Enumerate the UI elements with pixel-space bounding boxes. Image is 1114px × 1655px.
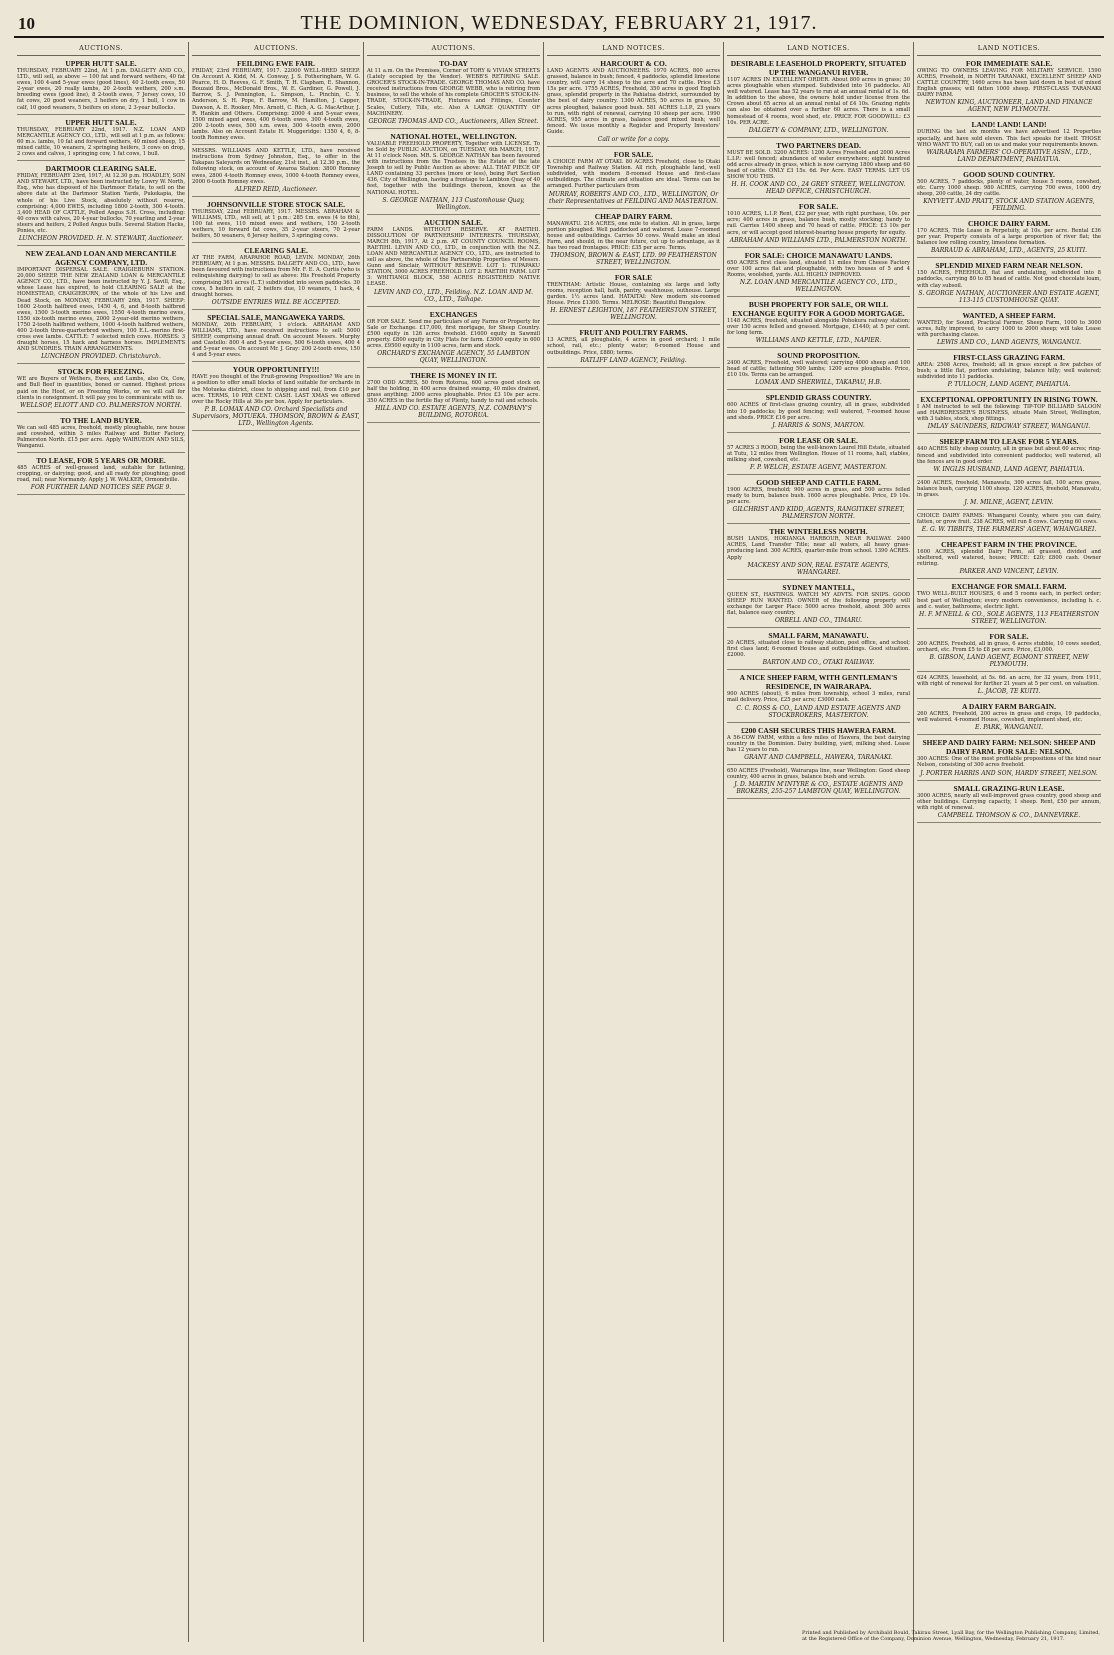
ad-body: 650 ACRES (Freehold), Wairarapa line, near Wellington: Good sheep country, 400 acres in grass, balance bush and scrub. xyxy=(727,767,910,780)
ad-signature: H. ERNEST LEIGHTON, 187 FEATHERSTON STREET, WELLINGTON. xyxy=(550,307,717,322)
ad-body: OWING TO OWNERS LEAVING FOR MILITARY SERVICE. 1590 ACRES, Freehold, in NORTH TARANAKI, EXCELLENT SHEEP AND CATTLE COUNTRY, 1460 acres has been laid down in best of mixed English grasses; will fatten 1000 sheep. FIRST-CLASS TARANAKI DAIRY FARM. xyxy=(917,68,1101,99)
advertisement xyxy=(917,735,1101,780)
advertisement xyxy=(727,348,910,390)
ad-body: BUSH LANDS, HOKIANGA HARBOUR, NEAR RAILWAY. 2400 ACRES, Land Transfer Title; near all waters, all heavy grass-producing land. 300 ACRES, quarter-mile from school. 1390 ACRES. Apply xyxy=(727,536,910,561)
ad-heading: A NICE SHEEP FARM, WITH GENTLEMAN'S RESIDENCE, IN WAIRARAPA. xyxy=(739,673,898,692)
advertisement xyxy=(917,308,1101,350)
ad-signature: LUNCHEON PROVIDED. H. N. STEWART, Auctioneer. xyxy=(18,235,184,243)
ad-heading: CHOICE DAIRY FARM. xyxy=(967,219,1051,229)
ad-heading: FEILDING EWE FAIR. xyxy=(237,59,315,68)
ad-body: HAVE you thought of the Fruit-growing Proposition? We are in a position to offer small blocks of land suitable for orchards in the Motueka district, close to shipping and rail, from £10 per acre. TERMS, 10 PER CENT. CASH. LAST XMAS we offered over the Rocky Hills at 36s per box. Apply for particulars. xyxy=(192,374,360,405)
ad-body: MONDAY, 26th FEBRUARY, 1 o'clock. ABRAHAM AND WILLIAMS, LTD., have received instructions to sell: 5000 SHEEP, comprising annual draft. On account Messrs. Murphy and Castello: 800 4 and 5-year ewes, 500 6-tooth ewes, 400 4 and 5-year ewes. On account Mr. J. Gray: 200 2-tooth ewes, 150 4 and 5-year ewes. xyxy=(192,321,360,359)
ad-signature: LEWIS AND CO., LAND AGENTS, WANGANUI. xyxy=(936,338,1081,346)
ad-heading: THE WINTERLESS NORTH. xyxy=(769,527,868,537)
ad-body: A 56-COW FARM, within a few miles of Hawera, the best dairying country in the Dominion. Dairy building, yard, milking shed. Lease has 12 years to run. xyxy=(727,734,910,753)
advertisement xyxy=(727,670,910,722)
ad-heading: SPECIAL SALE, MANGAWEKA YARDS. xyxy=(207,312,345,322)
advertisement xyxy=(547,147,720,208)
advertisement xyxy=(192,362,360,430)
ad-body: I AM instructed to sell the following: TIP-TOP BILLIARD SALOON and HAIRDRESSER'S BUSINESS, situate Main Street, Wellington, with 3 tables, stock, shop fittings. xyxy=(917,404,1101,423)
ad-heading: SMALL FARM, MANAWATU. xyxy=(768,631,869,641)
ad-signature: MURRAY, ROBERTS AND CO., LTD., WELLINGTON, Or their Representatives at FEILDING AND MASTERTON. xyxy=(548,190,719,205)
ad-body: 3000 ACRES, nearly all well-improved grass country, good sheep and other buildings. Carrying capacity, 1 sheep. Rent, £50 per annum, with right of renewal. xyxy=(917,792,1101,811)
ad-heading: NEW ZEALAND LOAN AND MERCANTILE AGENCY COMPANY, LTD. xyxy=(25,249,177,268)
ad-heading: SHEEP AND DAIRY FARM: NELSON: SHEEP AND DAIRY FARM. FOR SALE: NELSON. xyxy=(922,738,1096,757)
ad-heading: TWO PARTNERS DEAD. xyxy=(776,140,861,150)
ad-heading: FOR SALE. xyxy=(989,631,1029,641)
ad-body: FRIDAY, 23rd FEBRUARY, 1917. 22000 WELL-BRED SHEEP. On Account A. Kidd, M. A. Conway, J. S. Fotheringham, W. G. Pearce, H. D. Reeves, G. F. Smith, T. H. Clapham, E. Shannon, Bouzaid Bros., McDonald Bros., W. E. Gardiner, G. Powell, J. Barrow, S. J. Pennington, L. Simpson, L. Pinchin, C. Y. Anderson, S. H. Pope, F. Barrow, M. Hamilton, J. Capper, Dawson, A. E. Rooker, Mrs. Arnott, C. Rich, A. G. MacArthur, J. R. Hankin and Others. Comprising: 2000 4 and 5-year ewes, 1500 mixed aged ewes, 400 6-tooth ewes, 300 4-tooth ewes, 200 2-tooth ewes, 500 s.m. ewes, 300 4-tooth ewes, 2000 lambs. Also on Account Estate H. Muggeridge: 1350 4, 6, 8-tooth Romney ewes. xyxy=(192,68,360,142)
ad-body: QUEEN ST., HASTINGS. WATCH MY ADVTS. FOR SNIPS. GOOD SHEEP RUN WANTED. OWNER of the following property will exchange for Larger Place: 5000 acres freehold, about 300 acres flat, balance easy country. xyxy=(727,591,910,616)
advertisement xyxy=(727,723,910,765)
ad-signature: MACKESY AND SON, REAL ESTATE AGENTS, WHANGAREI. xyxy=(747,561,890,576)
ad-heading: FOR IMMEDIATE SALE. xyxy=(965,59,1053,68)
ad-body: 260 ACRES, Freehold, 200 acres in grass and crops, 19 paddocks, well watered. 4-roomed House, cowshed, implement shed, etc. xyxy=(917,711,1101,724)
column-6 xyxy=(914,42,1104,1642)
ad-heading: GOOD SHEEP AND CATTLE FARM. xyxy=(756,478,881,487)
ad-signature: BARTON AND CO., OTAKI RAILWAY. xyxy=(762,659,875,667)
column-header: LAND NOTICES. xyxy=(727,42,910,56)
ad-body: 1900 ACRES, freehold; 900 acres in grass, and 500 acres felled ready to burn, balance bush. 1600 acres ploughable. Price, £9 10s. per acre. xyxy=(727,487,910,506)
ad-body: 300 ACRES: One of the most profitable propositions of the kind near Nelson, consisting of 300 acres freehold. xyxy=(917,756,1101,769)
ad-heading: AUCTION SALE. xyxy=(424,217,483,227)
ad-body: 2700 ODD ACRES, 50 from Rotorua, 600 acres good stock on half the holding, in 400 acres drained swamp, 40 miles drained, grass anything: 2000 acres ploughable. Price £3 10s per acre. 350 ACRES in the fertile Bay of Plenty, handy to rail and schools. xyxy=(367,380,540,405)
ad-signature: F. P. WELCH, ESTATE AGENT, MASTERTON. xyxy=(749,464,888,471)
ad-heading: SMALL GRAZING-RUN LEASE. xyxy=(953,783,1065,793)
ad-signature: ORBELL AND CO., TIMARU. xyxy=(774,617,863,625)
ad-signature: CAMPBELL THOMSON & CO., DANNEVIRKE. xyxy=(937,811,1081,819)
ad-body: OR FOR SALE. Send me particulars of any Farms or Property for Sale or Exchange. £17,000, first mortgage, for Sheep Country. £500 equity in 126 acres freehold. £1600 equity in Sawmill property. £800 equity in City Flats for farm. £3000 equity in 600 acres. £9500 equity in 1100 acres, farm and stock. xyxy=(367,318,540,349)
ad-body: WANTED, for Sound, Practical Farmer, Sheep Farm, 1000 to 3000 acres, fully improved, to carry 1000 to 2000 sheep; will take Lease with purchasing clause. xyxy=(917,319,1101,338)
advertisement xyxy=(917,167,1101,216)
ad-signature: S. GEORGE NATHAN, 113 Customhouse Quay, Wellington. xyxy=(382,196,525,211)
advertisement xyxy=(192,145,360,197)
advertisement xyxy=(547,325,720,367)
ad-signature: J. M. MILNE, AGENT, LEVIN. xyxy=(964,499,1054,506)
ad-body: AREA: 2508 Acres, freehold; all in grass except a few patches of bush; a little flat, portion undulating, balance hilly; well watered; subdivided into 11 paddocks. xyxy=(917,361,1101,381)
columns-container xyxy=(14,42,1104,1642)
advertisement xyxy=(192,56,360,145)
ad-heading: YOUR OPPORTUNITY!!! xyxy=(232,365,320,375)
ad-heading: DESIRABLE LEASEHOLD PROPERTY, SITUATED UP THE WANGANUI RIVER. xyxy=(730,59,907,77)
ad-body: At 11 a.m. On the Premises, Corner of TORY & VIVIAN STREETS (Lately occupied by the Vendor). WEBB'S RETIRING SALE. GROCER'S STOCK-IN-TRADE. GEORGE THOMAS AND CO. have received instructions from GEORGE WEBB, who is retiring from business, to sell the whole of his complete GROCER'S STOCK-IN-TRADE, STOCK-IN-TRADE, Fixtures and Fittings, Counter Scales, Cutlery, Tills, etc. Also A LARGE QUANTITY OF MACHINERY. xyxy=(367,68,540,117)
ad-heading: SPLENDID MIXED FARM NEAR NELSON. xyxy=(935,261,1083,271)
ad-body: 500 ACRES, 7 paddocks, plenty of water, house 5 rooms, cowshed, etc. Carry 1000 sheep. 980 ACRES, carrying 700 ewes, 1000 dry sheep, 200 cattle, 24 dry cattle. xyxy=(917,178,1101,197)
ad-heading: HARCOURT & CO. xyxy=(600,59,667,68)
ad-heading: TO THE LAND BUYER. xyxy=(60,415,142,425)
ad-body: THURSDAY, FEBRUARY 22nd, At 1 p.m. DALGETY AND CO., LTD., will sell, as above — 100 fat and forward wethers, 40 fat ewes, 100 4-and 5-year ewes (good lines), 40 2-tooth ewes, 50 2-year ewes, 20 really lambs, 20 2-tooth wethers, 200 s.m. breeding ewes (good line), 8 2-tooth ewes, 7 Jersey cows, 10 fat cows, 20 good weaners, 3 heifers on dry, 1 bull, 1 cow in calf, 10 good weaners, 5 heifers on stone, 2 3-year bullocks. xyxy=(17,68,185,111)
ad-body: We can sell 485 acres, freehold, mostly ploughable, new house and cowshed, within 3 miles Railway and Butter Factory, Palmerston North. £15 per acre. Apply WAIRUEON AND SILS, Wanganui. xyxy=(17,424,185,450)
ad-heading: CHEAPEST FARM IN THE PROVINCE. xyxy=(941,540,1077,550)
ad-body: THURSDAY, FEBRUARY 22nd, 1917. N.Z. LOAN AND MERCANTILE AGENCY CO., LTD., will sell at 1 p.m. as follows: 60 m.s. lambs, 10 fat and forward wethers, 40 mixed sheep, 15 mixed cattle, 10 weaners, 2 springing heifers, 3 cows on drop, 2 cows and calves, 1 springing cow, 1 fat cows, 1 bull. xyxy=(17,126,185,158)
masthead xyxy=(14,10,1104,38)
advertisement xyxy=(917,477,1101,510)
ad-body: A CHOICE FARM AT OTAKI. 80 ACRES Freehold, close to Otaki Township and Railway Station. All rich, ploughable land, well subdivided, with modern 8-roomed House and first-class outbuildings. The climate and situation are ideal. Terms can be arranged. Further particulars from xyxy=(547,159,720,190)
advertisement xyxy=(727,628,910,670)
ad-body: TWO WELL-BUILT HOUSES, 6 and 5 rooms each, in perfect order; best part of Wellington; every modern convenience, including h. c. and c. water, bathrooms, electric light. xyxy=(917,591,1101,610)
advertisement xyxy=(917,56,1101,117)
ad-signature: LOMAX AND SHERWILL, TAKAPAU, H.B. xyxy=(755,379,882,387)
advertisement xyxy=(192,310,360,363)
ad-heading: A DAIRY FARM BARGAIN. xyxy=(962,702,1056,712)
advertisement xyxy=(547,56,720,147)
ad-heading: TO-DAY xyxy=(439,59,468,68)
ad-heading: FOR SALE. xyxy=(613,150,654,160)
ad-signature: HILL AND CO. ESTATE AGENTS, N.Z. COMPANY'S BUILDING, ROTORUA. xyxy=(375,405,532,420)
advertisement xyxy=(917,350,1101,392)
ad-heading: FOR LEASE OR SALE. xyxy=(779,435,858,445)
advertisement xyxy=(917,579,1101,628)
ad-signature: ORCHARD'S EXCHANGE AGENCY, 55 LAMBTON QUAY, WELLINGTON. xyxy=(377,350,530,364)
advertisement xyxy=(917,258,1101,307)
advertisement xyxy=(727,56,910,138)
ad-heading: EXCHANGES xyxy=(429,309,478,319)
ad-heading: SPLENDID GRASS COUNTRY. xyxy=(765,393,872,403)
ad-body: FARM LANDS. WITHOUT RESERVE. AT RAETIHI. DISSOLUTION OF PARTNERSHIP INTERESTS. THURSDAY, MARCH 8th, 1917, At 2 p.m. AT COUNTY COUNCIL ROOMS, RAETIHI. LEVIN AND CO., LTD., in conjunction with the N.Z. LOAN AND MERCANTILE AGENCY CO., LTD., are instructed to sell as above, the whole of the Partnership Properties of Messrs. Gunn and Sinclair, WITHOUT RESERVE. LOT 1: TUPAPAKU STATION, 3000 ACRES FREEHOLD. LOT 2: RAETIHI FARM. LOT 3: WHITIANGI BLOCK, 558 ACRES REGISTERED NATIVE LEASE. xyxy=(367,226,540,288)
ad-signature: E. PARK, WANGANUI. xyxy=(975,724,1043,732)
advertisement xyxy=(917,629,1101,672)
ad-body: 1107 ACRES IN EXCELLENT ORDER. About 800 acres in grass; 30 acres ploughable when stumped. Subdivided into 16 paddocks. All well watered. Lease has 52 years to run at an annual rental of 1s. 6d. In addition to the above, the owners hold under license from the Crown about 65 acres at an annual rental of £4 10s. Grazing rights can also be obtained over a further 60 acres. There is a small homestead of 4 rooms, wool shed, etc. PRICE FOR GOODWILL: £3 10s. PER ACRE. xyxy=(727,77,910,126)
advertisement xyxy=(367,56,540,129)
ad-signature: E. G. W. TIBBITS, THE FARMERS' AGENT, WHANGAREI. xyxy=(921,526,1097,534)
ad-body: 1148 ACRES, freehold, situated alongside Pohokura railway station; over 150 acres felled and grassed. Mortgage, £1440; at 5 per cent. for long term. xyxy=(727,317,910,337)
advertisement xyxy=(917,510,1101,537)
newspaper-title: THE DOMINION, WEDNESDAY, FEBRUARY 21, 1917. xyxy=(300,12,818,34)
advertisement xyxy=(547,270,720,325)
ad-signature: ABRAHAM AND WILLIAMS LTD., PALMERSTON NORTH. xyxy=(729,236,908,244)
advertisement xyxy=(727,475,910,524)
ad-body: LAND AGENTS AND AUCTIONEERS. 1970 ACRES, 800 acres grassed, balance in bush; fenced, 4 paddocks, splendid limestone country, will carry 14 sheep to the acre and 70 cattle. Price £3 15s per acre. 1755 ACRES, Freehold, 350 acres in good English grass, splendid property in the Pahiatua district, surrounded by the best of dairy country. 1300 ACRES, 50 acres in grass, 50 acres ploughed, balance good bush. 581 ACRES L.I.P., 23 years to run, with right of renewal, carrying 10 sheep per acre. 1990 ACRES, 955 acres in grass, balance good mixed bush; well fenced. We issue monthly a Register and Property Investors' Guide. xyxy=(547,68,720,135)
advertisement xyxy=(727,297,910,348)
ad-heading: THERE IS MONEY IN IT. xyxy=(410,371,497,380)
ad-heading: FRUIT AND POULTRY FARMS. xyxy=(579,328,688,338)
ad-body: MUST BE SOLD. 3200 ACRES: 1200 Acres Freehold and 2000 Acres L.I.P.: well fenced; abundance of water everywhere; eight hundred odd acres already in grass, which is now carrying 1800 sheep and 60 head of cattle. ONLY £3 15s. 6d. Per Acre. EASY TERMS. LET US SHOW YOU THIS. xyxy=(727,149,910,181)
advertisement xyxy=(917,672,1101,699)
ad-heading: EXCHANGE FOR SMALL FARM. xyxy=(951,582,1067,592)
column-header: AUCTIONS. xyxy=(192,42,360,56)
ad-body: DURING the last six months we have advertised 12 Properties specially, and have sold eleven. This fact speaks for itself. THOSE WHO WANT TO BUY, call on us and make your requirements known. xyxy=(917,129,1101,148)
ad-heading: FOR SALE xyxy=(614,272,653,282)
advertisement xyxy=(727,199,910,247)
ad-body: 13 ACRES, all ploughable, 4 acres in good orchard; 1 mile school, rail, etc.; plenty water; 6-roomed House and outbuildings. Price, £880; terms. xyxy=(547,337,720,356)
ad-signature: OUTSIDE ENTRIES WILL BE ACCEPTED. xyxy=(211,298,341,306)
ad-signature: GEORGE THOMAS AND CO., Auctioneers, Allen Street. xyxy=(368,117,539,125)
ad-signature: DALGETY & COMPANY, LTD., WELLINGTON. xyxy=(748,126,889,134)
ad-signature: L. JACOB, TE KUITI. xyxy=(977,688,1041,696)
advertisement xyxy=(17,56,185,115)
advertisement xyxy=(917,699,1101,735)
advertisement xyxy=(917,537,1101,579)
advertisement xyxy=(367,368,540,423)
ad-heading: UPPER HUTT SALE. xyxy=(65,59,137,68)
ad-body: FRIDAY, FEBRUARY 23rd, 1917, At 12.30 p.m. HOADLEY, SON AND STEWART, LTD., have been instructed by Lowry W. North, Esq., who has disposed of his Dartmoor Estate, to sell on the above date at the Dartmoor Station Yards, Pukekapia, the whole of his Live Stock, absolutely without reserve, comprising: 4,000 EWES, including 1800 2-tooth, 300 4-tooth. 3,400 HEAD OF CATTLE, Polled Angus S.H. Cross, including: 40 cows with calves, 20 4-year bullocks, 70 yearling and 2-year steers and heifers, 2 Polled Angus bulls. Several Station Hacks, Ponies, etc. xyxy=(17,173,185,234)
ad-body: 2400 ACRES, Freehold, well watered; carrying 4000 sheep and 100 head of cattle; fattening 500 lambs; 1200 acres ploughable. Price, £10 10s. Terms can be arranged. xyxy=(727,360,910,379)
advertisement xyxy=(917,117,1101,166)
ad-signature: B. GIBSON, LAND AGENT, EGMONT STREET, NEW PLYMOUTH. xyxy=(929,653,1089,668)
ad-body: 1600 ACRES, splendid Dairy Farm, all grassed, divided and sheltered, well watered, house; PRICE: £20; £800 cash. Owner retiring. xyxy=(917,549,1101,568)
ad-heading: £200 CASH SECURES THIS HAWERA FARM. xyxy=(741,725,896,735)
ad-heading: LAND! LAND! LAND! xyxy=(971,120,1047,130)
ad-signature: FOR FURTHER LAND NOTICES SEE PAGE 9. xyxy=(30,484,172,492)
column-1 xyxy=(14,42,189,1642)
ad-signature: H. F. M'NEILL & CO., SOLE AGENTS, 113 FEATHERSTON STREET, WELLINGTON. xyxy=(919,610,1099,625)
column-header: LAND NOTICES. xyxy=(547,42,720,56)
ad-signature: GRANT AND CAMPBELL, HAWERA, TARANAKI. xyxy=(744,753,893,761)
advertisement xyxy=(727,248,910,297)
ad-body: 600 ACRES of first-class grazing country, all in grass, subdivided into 10 paddocks; by good fencing; well watered, 7-roomed house and sheds. PRICE £16 per acre. xyxy=(727,402,910,421)
advertisement xyxy=(917,392,1101,434)
ad-heading: UPPER HUTT SALE. xyxy=(65,117,137,127)
ad-heading: FOR SALE. xyxy=(798,202,839,212)
advertisement xyxy=(367,129,540,215)
ad-signature: WELLSOP, ELIOTT AND CO. PALMERSTON NORTH. xyxy=(20,401,182,409)
column-header: AUCTIONS. xyxy=(17,42,185,56)
ad-heading: SHEEP FARM TO LEASE FOR 5 YEARS. xyxy=(939,437,1079,447)
ad-signature: LUNCHEON PROVIDED. Christchurch. xyxy=(41,353,161,361)
ad-body: 650 ACRES first class land, situated 11 miles from Cheese Factory over 100 acres flat and ploughable, with two houses of 5 and 4 Rooms, woolshed, yards. ALL HIGHLY IMPROVED. xyxy=(727,259,910,278)
ad-signature: C. C. ROSS & CO., LAND AND ESTATE AGENTS AND STOCKBROKERS, MASTERTON. xyxy=(736,704,901,719)
advertisement xyxy=(17,246,185,364)
ad-body: 57 ACRES 3 ROOD, being the well-known Laurel Hill Estate, situated at Tutu, 12 miles from Wellington. House of 11 rooms, hall, stables, milking shed, cowshed, etc. xyxy=(727,444,910,463)
ad-body: 20 ACRES, situated close to railway station, post office, and school; first class land; 6-roomed House and outbuildings. Good situation. £2000. xyxy=(727,640,910,659)
ad-body: 440 ACRES hilly sheep country, all in grass but about 60 acres; ring-fenced and subdivided into convenient paddocks; well watered, all the fences are in good order. xyxy=(917,446,1101,465)
ad-heading: STOCK FOR FREEZING. xyxy=(57,367,145,377)
column-header: AUCTIONS. xyxy=(367,42,540,56)
ad-heading: SOUND PROPOSITION. xyxy=(777,351,860,361)
ad-heading: FOR SALE: CHOICE MANAWATU LANDS. xyxy=(744,250,893,260)
ad-body: AT THE FARM, ARAPAHOE ROAD, LEVIN. MONDAY, 26th FEBRUARY, At 1 p.m. MESSRS. DALGETY AND CO., LTD., have been favoured with instructions from Mr. F. E. A. Curtis (who is relinquishing dairying) to sell as above: His Freehold Property comprising 361 acres (L.T.) subdivided into seven paddocks. 30 cows, 5 heifers in calf, 2 heifers due, 10 weaners, 1 hack, 4 draught horses. xyxy=(192,255,360,298)
ad-body: 624 ACRES, leasehold, at 5s. 6d. an acre, for 32 years, from 1911, with right of renewal for further 21 years at 5 per cent. on valuation. xyxy=(917,674,1101,688)
ad-signature: ALFRED REID, Auctioneer. xyxy=(234,185,318,193)
ad-body: VALUABLE FREEHOLD PROPERTY, Together with LICENSE. To be Sold by PUBLIC AUCTION, on TUESDAY, 6th MARCH, 1917, At 11 o'clock Noon. MR. S. GEORGE NATHAN has been favoured with instructions from the Trustees in the Estate of the late Joseph to sell by Public Auction as above: ALL THAT PIECE OF LAND containing 33 perches (more or less), being Part Section 436, City of Wellington, having a frontage to Lambton Quay of 40 feet, together with the buildings thereon, known as the NATIONAL HOTEL. xyxy=(367,140,540,196)
ad-heading: EXCEPTIONAL OPPORTUNITY IN RISING TOWN. xyxy=(920,395,1098,405)
ad-body: TRENTHAM: Artistic House, containing six large and lofty rooms, reception hall, bath, pantry, washhouse, outhouse. Large garden. 1½ acres land. HATAITAI: New modern six-roomed House. Price £1300. Terms. MELROSE: Beautiful Bungalow. xyxy=(547,281,720,307)
ad-heading: DARTMOOR CLEARING SALE. xyxy=(45,164,157,174)
advertisement xyxy=(547,209,720,270)
ad-heading: FIRST-CLASS GRAZING FARM. xyxy=(953,352,1065,362)
ad-signature: H. H. COOK AND CO., 24 GREY STREET, WELLINGTON. HEAD OFFICE, CHRISTCHURCH. xyxy=(731,181,906,196)
advertisement xyxy=(727,765,910,799)
advertisement xyxy=(17,115,185,161)
advertisement xyxy=(367,215,540,307)
publisher-imprint: Printed and Published by Archibald Bould, Takirau Street, Lyall Bay, for the Wellington Publishing Company, Limited, at the Registered Office of the Company, Dominion Avenue, Wellington, Wednesday, February 21, 1917. xyxy=(802,1630,1101,1642)
ad-heading: BUSH PROPERTY FOR SALE, OR WILL EXCHANGE EQUITY FOR A GOOD MORTGAGE. xyxy=(732,299,905,318)
ad-body: 200 ACRES, Freehold, all in grass, 6 acres stubble, 10 cows seeded, orchard, etc. From £5 to £8 per acre. Price, £3,000. xyxy=(917,640,1101,653)
ad-signature: LEVIN AND CO., LTD., Feilding. N.Z. LOAN AND M. CO., LTD., Taihape. xyxy=(373,288,534,303)
ad-body: 1010 ACRES, L.I.P. Rent, £22 per year, with right purchase, 10s. per acre; 400 acres in grass, balance bush, mostly stocking; handy to rail. Carries 1400 sheep and 70 head of cattle. PRICE: £3 10s per acre, or will accept good interest-bearing house property for equity. xyxy=(727,211,910,236)
advertisement xyxy=(17,413,185,453)
ad-body: 150 ACRES, FREEHOLD, flat and undulating, subdivided into 8 paddocks, carrying 80 to 85 head of cattle. Not good chocolate loam, with clay subsoil. xyxy=(917,270,1101,289)
advertisement xyxy=(917,434,1101,476)
ad-heading: CHEAP DAIRY FARM. xyxy=(594,211,673,221)
advertisement xyxy=(727,390,910,432)
ad-signature: P. B. LOMAX AND CO. Orchard Specialists and Supervisors, MOTUEKA. THOMSON, BROWN & EAST, LTD., Wellington Agents. xyxy=(192,405,360,427)
column-header: LAND NOTICES. xyxy=(917,42,1101,56)
ad-signature: KNYVETT AND PRATT, STOCK AND STATION AGENTS, FEILDING. xyxy=(923,198,1095,213)
ad-signature: P. TULLOCH, LAND AGENT, PAHIATUA. xyxy=(947,381,1071,389)
ad-body: MESSRS. WILLIAMS AND KETTLE, LTD., have received instructions from Sydney Johnston, Esq., to offer in the Takapau Saleyards on Wednesday, 21st inst., at 12.30 p.m., the following stock, on account of Awaroa Station: 3800 Romney ewes, 2800 4-tooth Romney ewes, 1000 4-tooth Romney ewes, 2000 6-tooth Romney ewes. xyxy=(192,148,360,185)
ad-body: 485 ACRES of well-grassed land, suitable for fattening, cropping, or dairying; good, and all ready for ploughing; good road, rail; near Normandy. Apply J. W. WALKER, Ormondville. xyxy=(17,465,185,484)
ad-signature: W. INGLIS HUSBAND, LAND AGENT, PAHIATUA. xyxy=(933,465,1085,473)
ad-heading: NATIONAL HOTEL, WELLINGTON. xyxy=(390,131,517,141)
ad-signature: IMLAY SAUNDERS, RIDGWAY STREET, WANGANUI. xyxy=(927,423,1091,431)
ad-body: 170 ACRES, Title Lease in Perpetuity, at 10s. per acre. Rental £36 per year. Property consists of a large proportion of river flat; the balance low rolling country, limestone formation. xyxy=(917,228,1101,247)
ad-signature: Call or write for a copy. xyxy=(597,136,670,144)
ad-body: CHOICE DAIRY FARMS: Whangarei County, where you can dairy, fatten, or grow fruit. 238 ACRES, will run 8 cows. Carrying 60 cows. xyxy=(917,513,1101,526)
advertisement xyxy=(17,453,185,495)
ad-signature: J. D. MARTIN M'INTYRE & CO., ESTATE AGENTS AND BROKERS, 255-257 LAMBTON QUAY, WELLINGTON. xyxy=(734,780,903,795)
ad-signature: BARRAUD & ABRAHAM, LTD., AGENTS, 25 KUITI. xyxy=(930,247,1088,255)
page-number: 10 xyxy=(18,14,35,33)
ad-body: MANAWATU. 216 ACRES, one mile to station. All in grass, large portion ploughed. Well paddocked and watered. Lease 7-roomed house and outbuildings. Carries 50 cows. Weald make an ideal Farm, and should, in the near future, cut up to advantage, as it has two road frontages. PRICE: £35 per acre. Terms. xyxy=(547,220,720,251)
ad-signature: N.Z. LOAN AND MERCANTILE AGENCY CO., LTD., WELLINGTON. xyxy=(739,278,898,293)
ad-signature: J. HARRIS & SONS, MARTON. xyxy=(772,421,865,429)
column-5 xyxy=(724,42,914,1642)
advertisement xyxy=(727,433,910,475)
ad-body: IMPORTANT DISPERSAL SALE. CRAIGIEBURN STATION. 20,000 SHEEP. THE NEW ZEALAND LOAN & MERCANTILE AGENCY CO., LTD., have been instructed by Y. J. Savill, Esq., whose Lease has expired, to hold CLEARING SALE at the HOMESTEAD, CRAIGIEBURN, of the whole of his Live and Dead Stock, on MONDAY, FEBRUARY 26th, 1917. SHEEP: 1600 2-tooth halfbred ewes, 1450 4, 6, and 8-tooth halfbred ewes, 1500 3-tooth merino ewes, 1550 4-tooth merino ewes, 1550 six-tooth merino ewes, 2000 2-year-old merino wethers, 1750 2-tooth halfbred wethers, 1000 4-tooth halfbred wethers, 400 2-tooth three-quarterbred wethers, 100 E.L.-merino first-cross ewe lambs. CATTLE: 7 selected milch cows. HORSES: 3 draught horses, 15 hack and harness horses. IMPLEMENTS AND SUNDRIES. TRAIN ARRANGEMENTS. xyxy=(17,267,185,353)
ad-signature: RATLIFF LAND AGENCY, Feilding. xyxy=(580,356,687,364)
advertisement xyxy=(727,524,910,579)
ad-heading: GOOD SOUND COUNTRY. xyxy=(963,169,1055,179)
advertisement xyxy=(727,580,910,628)
ad-body: THURSDAY, 22nd FEBRUARY, 1917. MESSRS. ABRAHAM & WILLIAMS, LTD., will sell, at 1 p.m.: 285 f.m. ewes (4 to 6th), 100 fat ewes, 110 mixed ewes and wethers, 150 2-tooth wethers, 10 forward fat cows, 35 2-year steers, 70 2-year heifers, 50 weaners, 6 Jersey heifers, 3 springing cows. xyxy=(192,208,360,240)
advertisement xyxy=(192,197,360,243)
ad-signature: S. GEORGE NATHAN, AUCTIONEER AND ESTATE AGENT, 113-115 CUSTOMHOUSE QUAY. xyxy=(918,289,1100,304)
ad-heading: JOHNSONVILLE STORE STOCK SALE. xyxy=(206,199,346,209)
ad-signature: WILLIAMS AND KETTLE, LTD., NAPIER. xyxy=(755,337,882,345)
advertisement xyxy=(17,364,185,412)
ad-heading: TO LEASE, FOR 5 YEARS OR MORE. xyxy=(36,456,166,466)
ad-signature: WAIRARAPA FARMERS' CO-OPERATIVE ASSN., LTD., LAND DEPARTMENT, PAHIATUA. xyxy=(926,148,1092,163)
ad-signature: THOMSON, BROWN & EAST, LTD. 99 FEATHERSTON STREET, WELLINGTON. xyxy=(550,251,717,266)
column-2 xyxy=(189,42,364,1642)
column-4 xyxy=(544,42,724,1642)
ad-signature: GILCHRIST AND KIDD, AGENTS, RANGITIKEI STREET, PALMERSTON NORTH. xyxy=(732,506,905,521)
ad-signature: J. PORTER HARRIS AND SON, HARDY STREET, NELSON. xyxy=(920,769,1098,777)
ad-body: 2400 ACRES, freehold, Manawatu, 300 acres fall, 100 acres grass, balance bush, carrying 1100 sheep. 120 ACRES, freehold, Manawatu, in grass. xyxy=(917,479,1101,498)
advertisement xyxy=(367,307,540,368)
ad-body: WE are Buyers of Wethers, Ewes, and Lambs, also Ox, Cow, and Bull Beef in quantities, boned or canned. Highest prices paid on the Hoof, or on Freezing Works, or we will call for clients in consignment. It will pay you to communicate with us. xyxy=(17,376,185,401)
advertisement xyxy=(17,161,185,246)
ad-heading: SYDNEY MANTELL, xyxy=(782,582,855,592)
column-3 xyxy=(364,42,544,1642)
ad-body: 900 ACRES (about), 6 miles from township, school 3 miles, rural mail delivery. Price, £25 per acre; £3000 cash. xyxy=(727,691,910,704)
advertisement xyxy=(727,138,910,199)
advertisement xyxy=(917,216,1101,258)
ad-heading: WANTED, A SHEEP FARM. xyxy=(962,310,1056,320)
advertisement xyxy=(917,781,1101,823)
ad-heading: CLEARING SALE. xyxy=(244,246,308,256)
advertisement xyxy=(192,243,360,310)
ad-signature: PARKER AND VINCENT, LEVIN. xyxy=(959,568,1059,576)
ad-signature: NEWTON KING, AUCTIONEER, LAND AND FINANCE AGENT, NEW PLYMOUTH. xyxy=(925,99,1093,114)
